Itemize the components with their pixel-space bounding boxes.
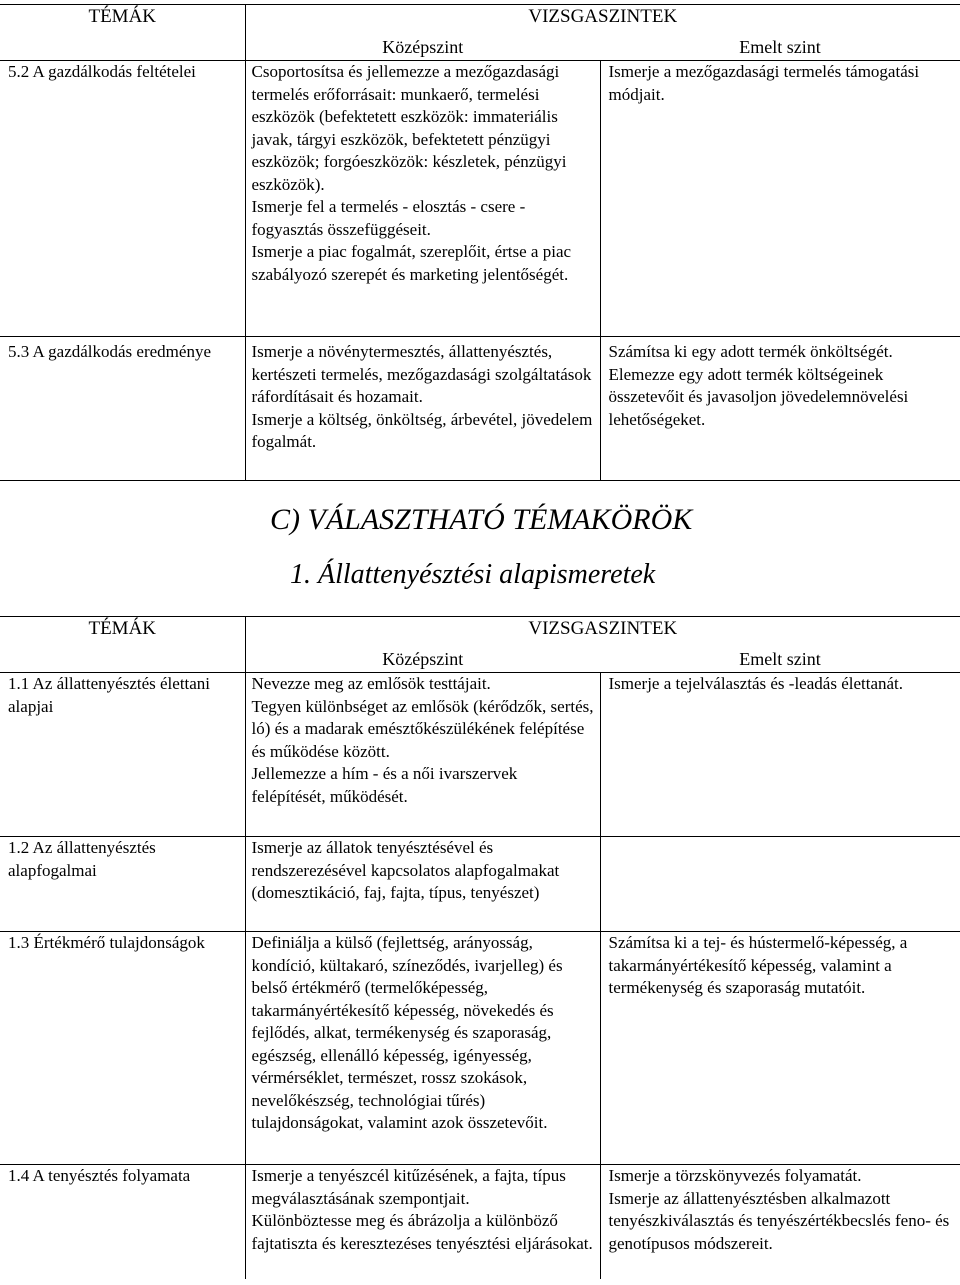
requirement-text: Számítsa ki egy adott termék önköltségét. — [608, 342, 893, 361]
table-animal-husbandry — [0, 616, 960, 1279]
requirement-text: Ismerje az állattenyésztésben alkalmazott tenyészkiválasztás és tenyészértékbecslés feno- és genotípusos módszereit. — [608, 1188, 950, 1253]
adv-level-cell — [600, 61, 960, 337]
requirement-text: Tegyen különbséget az emlősök (kérődzők, sertés, ló) és a madarak emésztőkészülékének felépítése és működése között. — [251, 696, 594, 761]
requirement-text: Különböztesse meg és ábrázolja a különböző fajtatiszta és keresztezéses tenyésztési eljárásokat. — [251, 1211, 593, 1253]
header-mid-level — [245, 32, 600, 61]
adv-level-cell — [600, 837, 960, 932]
requirement-text: Ismerje a piac fogalmát, szereplőit, értse a piac szabályozó szerepét és marketing jelentőségét. — [251, 242, 572, 284]
mid-level-cell — [245, 673, 600, 837]
header-adv-level — [600, 645, 960, 673]
requirement-text: Nevezze meg az emlősök testtájait. — [251, 674, 491, 693]
mid-level-cell — [245, 61, 600, 337]
topic-cell — [0, 932, 245, 1165]
adv-level-cell — [600, 1165, 960, 1279]
requirement-text: Elemezze egy adott termék költségeinek összetevőit és javasoljon jövedelemnövelési lehetőségeket. — [608, 364, 909, 429]
header-mid-label: Középszint — [382, 648, 464, 669]
mid-level-cell — [245, 932, 600, 1165]
table-row — [0, 673, 960, 837]
table-row — [0, 61, 960, 337]
table-row — [0, 932, 960, 1165]
requirement-text: Ismerje a tejelválasztás és -leadás élettanát. — [608, 674, 904, 693]
adv-level-cell — [600, 673, 960, 837]
topic-label: 5.2 A gazdálkodás feltételei — [8, 62, 196, 81]
mid-level-cell — [245, 337, 600, 481]
mid-level-cell — [245, 837, 600, 932]
header-adv-level — [600, 32, 960, 61]
header-exam-levels — [245, 5, 960, 32]
topic-cell — [0, 837, 245, 932]
requirement-text: Ismerje a tenyészcél kitűzésének, a fajta, típus megválasztásának szempontjait. — [251, 1166, 566, 1208]
requirement-text: Ismerje az állatok tenyésztésével és rendszerezésével kapcsolatos alapfogalmakat (domesztikáció, faj, fajta, típus, tenyészet) — [251, 838, 560, 902]
requirement-text: Ismerje fel a termelés - elosztás - csere - fogyasztás összefüggéseit. — [251, 197, 526, 239]
header-topics — [0, 5, 245, 61]
header-topics — [0, 617, 245, 673]
requirement-text: Jellemezze a hím - és a női ivarszervek felépítését, működését. — [251, 764, 518, 806]
header-topics-label: TÉMÁK — [88, 618, 157, 639]
requirement-text: Ismerje a mezőgazdasági termelés támogatási módjait. — [608, 62, 920, 104]
header-adv-label: Emelt szint — [739, 36, 821, 57]
subsection-title: 1. Állattenyésztési alapismeretek — [290, 559, 656, 590]
adv-level-cell — [600, 932, 960, 1165]
table-row — [0, 337, 960, 481]
topic-cell — [0, 61, 245, 337]
header-topics-label: TÉMÁK — [88, 6, 157, 27]
header-mid-label: Középszint — [382, 36, 464, 57]
header-mid-level — [245, 645, 600, 673]
adv-level-cell — [600, 337, 960, 481]
table-row — [0, 837, 960, 932]
topic-cell — [0, 1165, 245, 1279]
topic-label: 5.3 A gazdálkodás eredménye — [8, 342, 211, 361]
requirement-text: Ismerje a törzskönyvezés folyamatát. — [608, 1166, 862, 1185]
topic-label: 1.4 A tenyésztés folyamata — [8, 1166, 191, 1185]
topic-cell — [0, 337, 245, 481]
header-exam-levels — [245, 617, 960, 645]
topic-cell — [0, 673, 245, 837]
topic-label: 1.1 Az állattenyésztés élettani alapjai — [8, 674, 211, 716]
requirement-text: Számítsa ki a tej- és hústermelő-képesség, a takarmányértékesítő képesség, valamint a termékenység és szaporaság mutatóit. — [608, 933, 908, 997]
topic-label: 1.2 Az állattenyésztés alapfogalmai — [8, 838, 156, 880]
requirement-text: Csoportosítsa és jellemezze a mezőgazdasági termelés erőforrásait: munkaerő, termelési eszközök (befektetett eszközök: immateriális javak, tárgyi eszközök, befektetett pénzügyi eszközök; forgóeszközök: készletek, pénzügyi eszközök). — [251, 62, 567, 194]
topic-label: 1.3 Értékmérő tulajdonságok — [8, 933, 205, 952]
table-row — [0, 1165, 960, 1279]
header-adv-label: Emelt szint — [739, 648, 821, 669]
header-exam-label: VIZSGASZINTEK — [528, 618, 678, 639]
header-exam-label: VIZSGASZINTEK — [528, 6, 678, 27]
requirement-text: Definiálja a külső (fejlettség, arányosság, kondíció, kültakaró, színeződés, ivarjelleg) és belső értékmérő (termelőképesség, takarmányértékesítő képesség, növekedés és fejlődés, alkat, termékenység és szaporaság, egészség, ellenálló képesség, igényesség, vérmérséklet, természet, rossz szokások, nevelőkészség, technológiai tűrés) tulajdonságokat, valamint azok összetevőit. — [251, 933, 563, 1132]
table-economics — [0, 4, 960, 481]
section-title: C) VÁLASZTHATÓ TÉMAKÖRÖK — [270, 503, 693, 536]
mid-level-cell — [245, 1165, 600, 1279]
requirement-text: Ismerje a növénytermesztés, állattenyésztés, kertészeti termelés, mezőgazdasági szolgáltatások ráfordításait és hozamait. — [251, 342, 592, 406]
requirement-text: Ismerje a költség, önköltség, árbevétel, jövedelem fogalmát. — [251, 409, 593, 451]
